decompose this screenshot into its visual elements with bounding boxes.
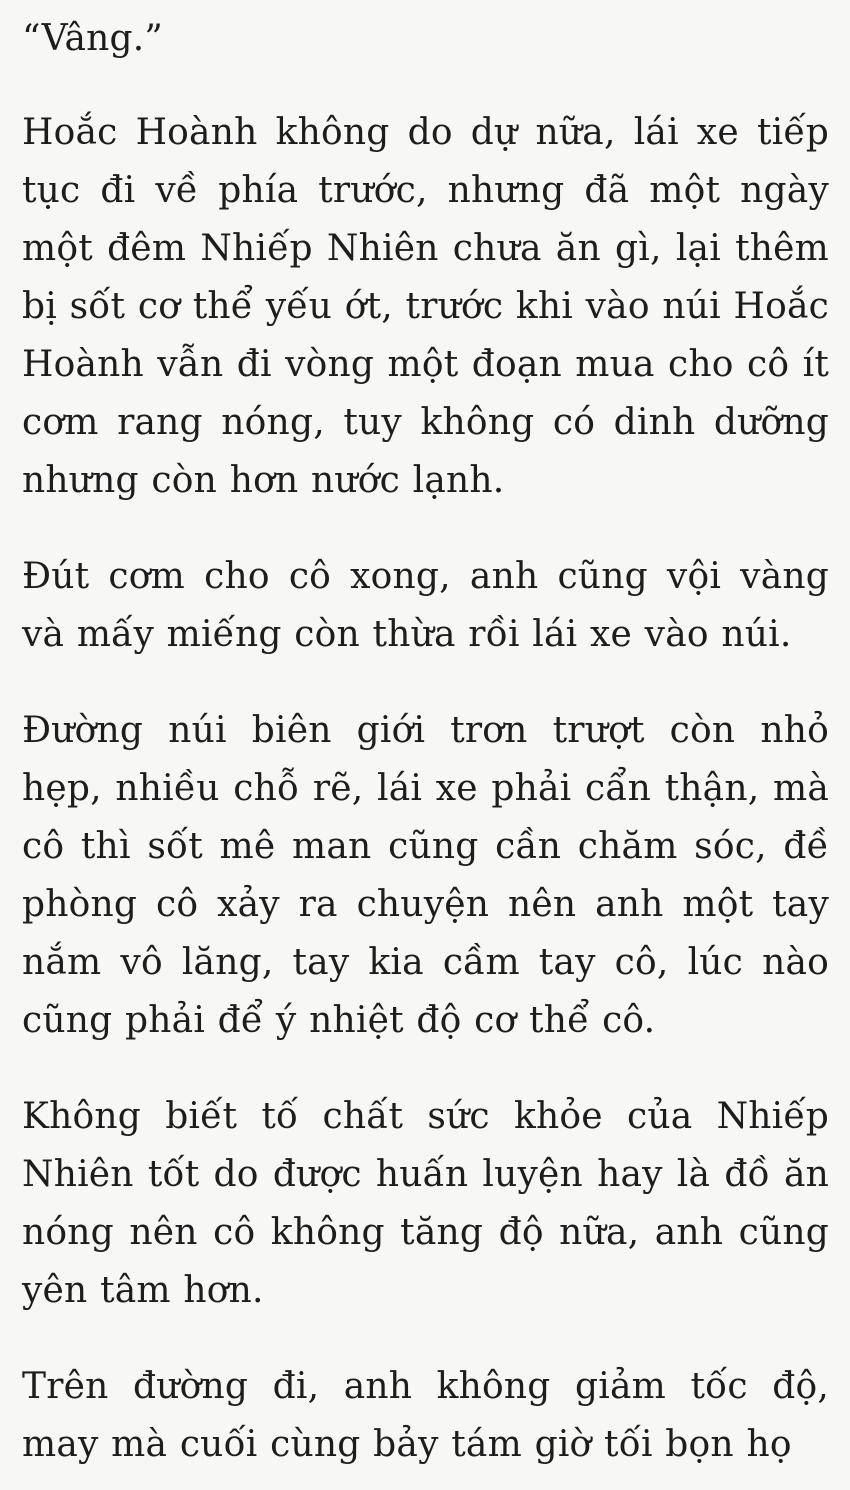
paragraph: “Vâng.” (22, 18, 164, 59)
paragraph: Đút cơm cho cô xong, anh cũng vội vàng và mấy miếng còn thừa rồi lái xe vào núi. (22, 556, 829, 655)
paragraph: Hoắc Hoành không do dự nữa, lái xe tiếp tục đi về phía trước, nhưng đã một ngày một đêm Nhiếp Nhiên chưa ăn gì, lại thêm bị sốt cơ thể yếu ớt, trước khi vào núi Hoắc Hoành vẫn đi vòng một đoạn mua cho cô ít cơm rang nóng, tuy không có dinh dưỡng nhưng còn hơn nước lạnh. (22, 112, 829, 501)
paragraph: Trên đường đi, anh không giảm tốc độ, may mà cuối cùng bảy tám giờ tối bọn họ (22, 1366, 829, 1465)
paragraph: Không biết tố chất sức khỏe của Nhiếp Nhiên tốt do được huấn luyện hay là đồ ăn nóng nên cô không tăng độ nữa, anh cũng yên tâm hơn. (22, 1096, 829, 1311)
chapter-text (0, 10, 850, 1474)
paragraph: Đường núi biên giới trơn trượt còn nhỏ hẹp, nhiều chỗ rẽ, lái xe phải cẩn thận, mà cô thì sốt mê man cũng cần chăm sóc, đề phòng cô xảy ra chuyện nên anh một tay nắm vô lăng, tay kia cầm tay cô, lúc nào cũng phải để ý nhiệt độ cơ thể cô. (22, 710, 829, 1041)
